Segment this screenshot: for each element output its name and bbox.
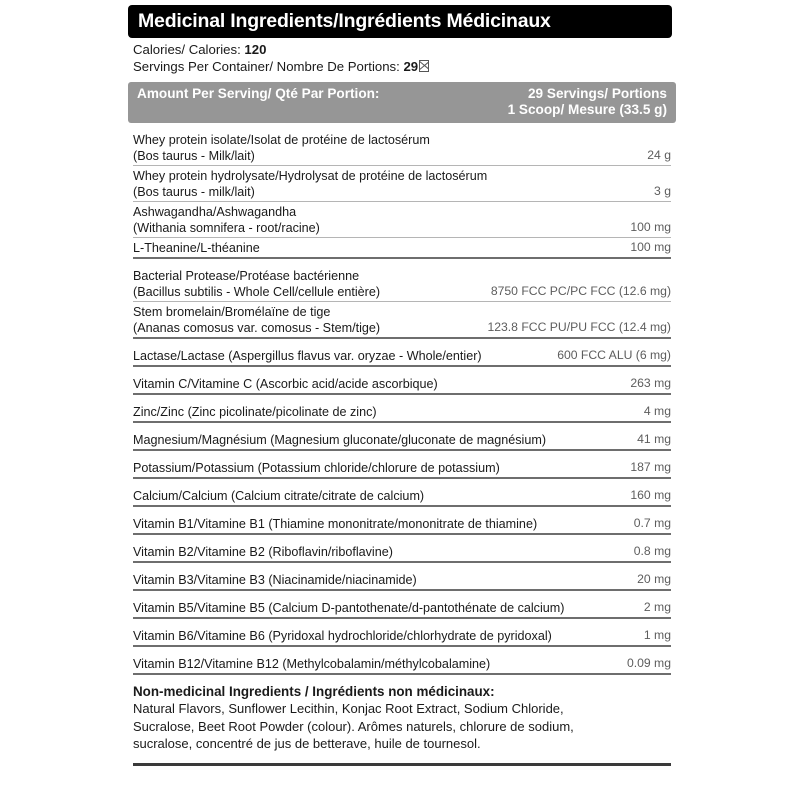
ingredient-amount: 24 g bbox=[647, 147, 671, 162]
group-spacer bbox=[133, 367, 671, 374]
group-spacer bbox=[133, 591, 671, 598]
ingredient-name: Vitamin B1/Vitamine B1 (Thiamine mononitrate/mononitrate de thiamine) bbox=[133, 516, 538, 531]
ingredient-group bbox=[133, 486, 671, 507]
nutrition-panel bbox=[128, 0, 676, 766]
table-row bbox=[133, 542, 671, 561]
ingredient-amount: 2 mg bbox=[643, 599, 671, 614]
group-spacer bbox=[133, 479, 671, 486]
ingredient-name: Vitamin B5/Vitamine B5 (Calcium D-pantothenate/d-pantothénate de calcium) bbox=[133, 600, 565, 615]
table-row bbox=[133, 202, 671, 238]
ingredient-group bbox=[133, 130, 671, 259]
group-spacer bbox=[133, 339, 671, 346]
table-row bbox=[133, 626, 671, 645]
ingredient-source: (Bos taurus - milk/lait) bbox=[133, 184, 255, 199]
ingredient-source: (Bacillus subtilis - Whole Cell/cellule entière) bbox=[133, 284, 381, 299]
group-spacer bbox=[133, 507, 671, 514]
table-row bbox=[133, 402, 671, 421]
ingredient-amount: 100 mg bbox=[630, 219, 671, 234]
missing-glyph-icon bbox=[419, 60, 429, 72]
ingredient-name: Whey protein hydrolysate/Hydrolysat de protéine de lactosérum (Bos taurus - milk/lait) bbox=[133, 169, 488, 199]
ingredient-name: Vitamin B6/Vitamine B6 (Pyridoxal hydrochloride/chlorhydrate de pyridoxal) bbox=[133, 628, 552, 643]
ingredient-name: Vitamin B2/Vitamine B2 (Riboflavin/riboflavine) bbox=[133, 544, 393, 559]
group-spacer bbox=[133, 451, 671, 458]
ingredient-amount: 263 mg bbox=[630, 375, 671, 390]
non-medicinal-title: Non-medicinal Ingredients / Ingrédients non médicinaux: bbox=[133, 684, 495, 700]
ingredient-amount: 3 g bbox=[654, 183, 671, 198]
table-row bbox=[133, 166, 671, 202]
non-medicinal-line-1: Natural Flavors, Sunflower Lecithin, Konjac Root Extract, Sodium Chloride, bbox=[133, 701, 564, 717]
ingredient-name: Zinc/Zinc (Zinc picolinate/picolinate de zinc) bbox=[133, 404, 377, 419]
ingredient-amount: 100 mg bbox=[630, 239, 671, 254]
ingredient-name: Bacterial Protease/Protéase bactérienne (Bacillus subtilis - Whole Cell/cellule entière) bbox=[133, 269, 381, 299]
ingredient-group bbox=[133, 458, 671, 479]
table-row bbox=[133, 486, 671, 505]
non-medicinal-section bbox=[128, 683, 676, 753]
ingredient-group bbox=[133, 542, 671, 563]
ingredient-name: Potassium/Potassium (Potassium chloride/chlorure de potassium) bbox=[133, 460, 500, 475]
ingredient-source: (Withania somnifera - root/racine) bbox=[133, 220, 320, 235]
ingredient-group bbox=[133, 402, 671, 423]
ingredient-name: Calcium/Calcium (Calcium citrate/citrate de calcium) bbox=[133, 488, 425, 503]
ingredient-name: Vitamin C/Vitamine C (Ascorbic acid/acide ascorbique) bbox=[133, 376, 438, 391]
table-row bbox=[133, 266, 671, 302]
ingredient-amount: 0.8 mg bbox=[633, 543, 671, 558]
ingredient-amount: 20 mg bbox=[637, 571, 671, 586]
ingredient-group bbox=[133, 374, 671, 395]
amount-per-serving-band bbox=[128, 82, 676, 123]
ingredient-group bbox=[133, 626, 671, 647]
calories-label: Calories/ Calories: bbox=[133, 42, 241, 58]
ingredient-amount: 41 mg bbox=[637, 431, 671, 446]
ingredient-name: Lactase/Lactase (Aspergillus flavus var. oryzae - Whole/entier) bbox=[133, 348, 482, 363]
group-spacer bbox=[133, 259, 671, 266]
calories-value: 120 bbox=[244, 42, 267, 58]
ingredient-name: L-Theanine/L-théanine bbox=[133, 240, 260, 255]
ingredient-name: Vitamin B12/Vitamine B12 (Methylcobalamin/méthylcobalamine) bbox=[133, 656, 491, 671]
summary-block bbox=[128, 42, 676, 75]
group-spacer bbox=[133, 535, 671, 542]
ingredient-name: Vitamin B3/Vitamine B3 (Niacinamide/niacinamide) bbox=[133, 572, 417, 587]
table-row bbox=[133, 458, 671, 477]
ingredient-amount: 600 FCC ALU (6 mg) bbox=[557, 347, 671, 362]
servings-count-label: 29 Servings/ Portions bbox=[527, 86, 667, 102]
group-spacer bbox=[133, 563, 671, 570]
ingredient-name: Ashwagandha/Ashwagandha (Withania somnifera - root/racine) bbox=[133, 205, 320, 235]
ingredient-amount: 187 mg bbox=[630, 459, 671, 474]
panel-title-bar bbox=[128, 5, 672, 38]
scoop-size-label: 1 Scoop/ Mesure (33.5 g) bbox=[507, 102, 667, 118]
group-spacer bbox=[133, 647, 671, 654]
servings-value: 29 bbox=[403, 58, 419, 74]
ingredient-group bbox=[133, 266, 671, 339]
table-row bbox=[133, 514, 671, 533]
servings-line bbox=[133, 59, 676, 76]
non-medicinal-line-3: sucralose, concentré de jus de betterave, huile de tournesol. bbox=[133, 736, 481, 752]
table-row bbox=[133, 430, 671, 449]
non-medicinal-line-2: Sucralose, Beet Root Powder (colour). Arômes naturels, chlorure de sodium, bbox=[133, 718, 574, 734]
group-spacer bbox=[133, 619, 671, 626]
ingredient-source: (Ananas comosus var. comosus - Stem/tige) bbox=[133, 320, 381, 335]
ingredient-source: (Bos taurus - Milk/lait) bbox=[133, 148, 255, 163]
ingredient-amount: 123.8 FCC PU/PU FCC (12.4 mg) bbox=[487, 319, 671, 334]
table-row bbox=[133, 570, 671, 589]
ingredient-group bbox=[133, 654, 671, 675]
ingredient-group bbox=[133, 570, 671, 591]
ingredient-amount: 0.7 mg bbox=[633, 515, 671, 530]
table-row bbox=[133, 302, 671, 337]
table-row bbox=[133, 654, 671, 673]
ingredient-amount: 160 mg bbox=[630, 487, 671, 502]
amount-per-serving-label: Amount Per Serving/ Qté Par Portion: bbox=[137, 86, 380, 102]
ingredient-amount: 8750 FCC PC/PC FCC (12.6 mg) bbox=[490, 283, 671, 298]
ingredient-group bbox=[133, 346, 671, 367]
group-spacer bbox=[133, 395, 671, 402]
bottom-divider bbox=[133, 763, 671, 766]
table-row bbox=[133, 238, 671, 257]
page-title: Medicinal Ingredients/Ingrédients Médicinaux bbox=[138, 10, 551, 32]
calories-line bbox=[133, 42, 676, 59]
ingredient-amount: 4 mg bbox=[643, 403, 671, 418]
table-row bbox=[133, 346, 671, 365]
ingredient-group bbox=[133, 514, 671, 535]
ingredient-group bbox=[133, 430, 671, 451]
ingredient-group bbox=[133, 598, 671, 619]
table-row bbox=[133, 130, 671, 166]
ingredient-amount: 1 mg bbox=[643, 627, 671, 642]
table-row bbox=[133, 598, 671, 617]
ingredients-table bbox=[128, 130, 676, 675]
ingredient-amount: 0.09 mg bbox=[626, 655, 671, 670]
table-row bbox=[133, 374, 671, 393]
serving-size-block bbox=[508, 86, 667, 118]
ingredient-name: Stem bromelain/Bromélaïne de tige (Ananas comosus var. comosus - Stem/tige) bbox=[133, 305, 381, 335]
group-spacer bbox=[133, 423, 671, 430]
servings-label: Servings Per Container/ Nombre De Portions: bbox=[133, 58, 400, 74]
ingredient-name: Whey protein isolate/Isolat de protéine de lactosérum (Bos taurus - Milk/lait) bbox=[133, 133, 430, 163]
ingredient-name: Magnesium/Magnésium (Magnesium gluconate/gluconate de magnésium) bbox=[133, 432, 547, 447]
